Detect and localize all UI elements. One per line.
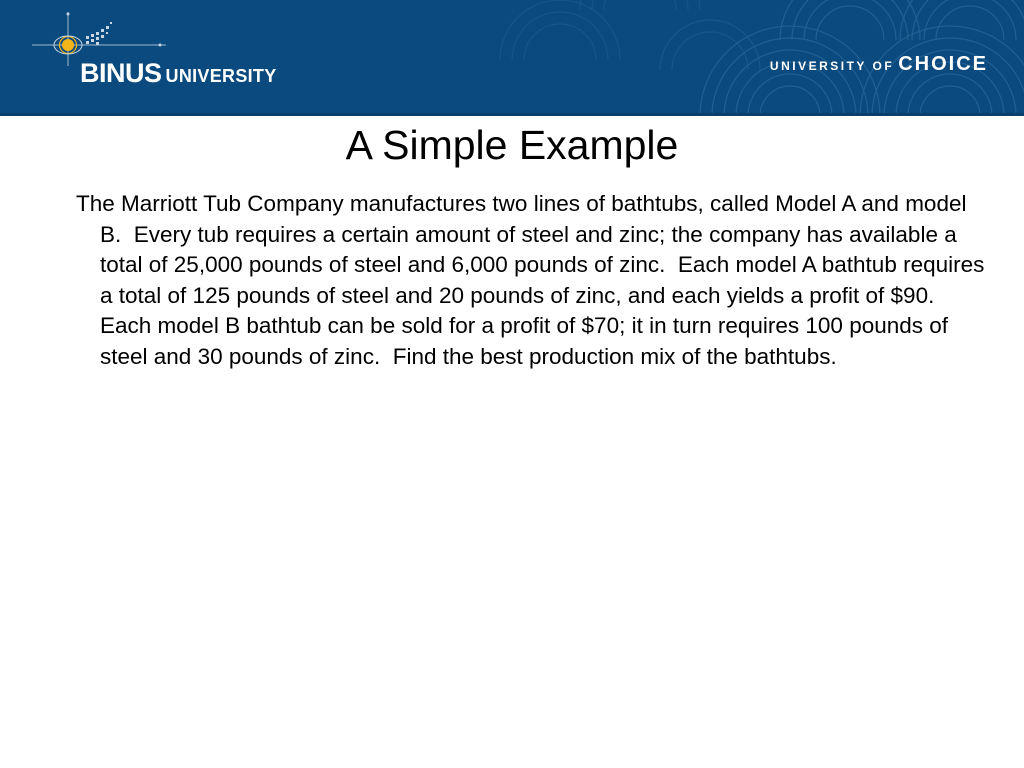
logo-sub-text: UNIVERSITY <box>165 66 277 86</box>
tagline-big-text: CHOICE <box>898 53 988 75</box>
binus-university-logo <box>80 58 277 89</box>
header-bottom-rule <box>0 113 1024 116</box>
logo-brand-text: BINUS <box>80 58 162 88</box>
university-of-choice-tagline <box>770 53 988 76</box>
header-banner <box>0 0 1024 116</box>
tagline-small-text: UNIVERSITY OF <box>769 59 895 73</box>
slide-body-paragraph: The Marriott Tub Company manufactures two lines of bathtubs, called Model A and model B. Every tub requires a certain amount of steel and zinc; the company has available a total of 25,000 pounds of steel and 6,000 pounds of zinc. Each model A bathtub requires a total of 125 pounds of steel and 20 pounds of zinc, and each yields a profit of $90. Each model B bathtub can be sold for a profit of $70; it in turn requires 100 pounds of steel and 30 pounds of zinc. Find the best production mix of the bathtubs. <box>76 191 991 369</box>
slide-title: A Simple Example <box>345 122 679 168</box>
